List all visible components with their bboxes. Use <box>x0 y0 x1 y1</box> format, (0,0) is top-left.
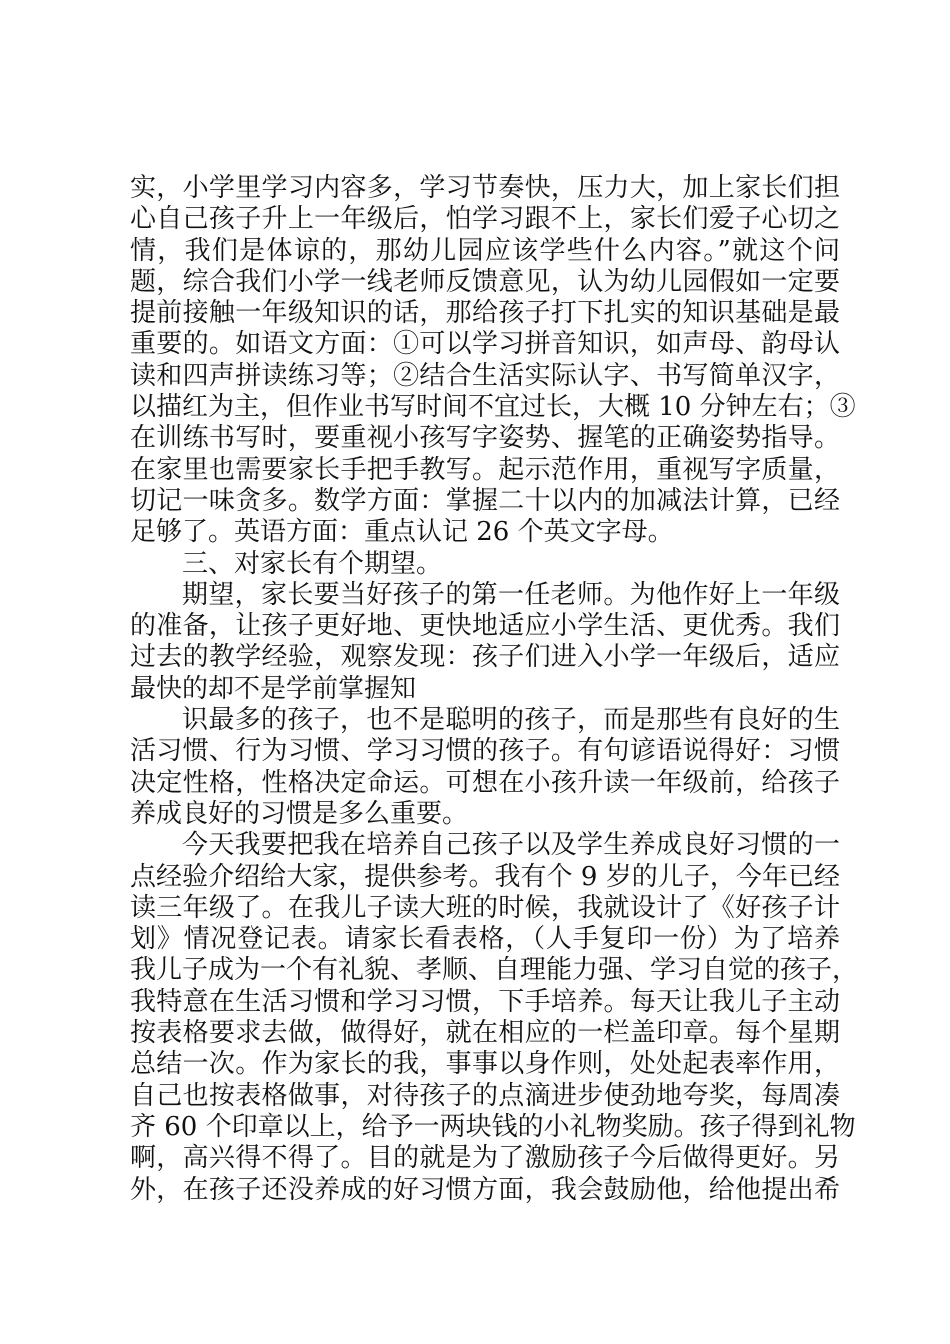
text-line: 的准备，让孩子更好地、更快地适应小学生活、更优秀。我们 <box>130 611 840 642</box>
text-line: 最快的却不是学前掌握知 <box>130 673 417 704</box>
text-line: 外，在孩子还没养成的好习惯方面，我会鼓励他，给他提出希 <box>130 1174 840 1205</box>
text-line: 足够了。英语方面：重点认记 26 个英文字母。 <box>130 517 674 548</box>
text-line: 三、对家长有个期望。 <box>182 548 443 579</box>
text-line: 读和四声拼读练习等；②结合生活实际认字、书写简单汉字， <box>130 360 840 391</box>
text-line: 切记一味贪多。数学方面：掌握二十以内的加减法计算，已经 <box>130 485 840 516</box>
text-line: 期望，家长要当好孩子的第一任老师。为他作好上一年级 <box>182 579 840 610</box>
text-line: 自己也按表格做事，对待孩子的点滴进步使劲地夸奖，每周凑 <box>130 1080 840 1111</box>
text-line: 我儿子成为一个有礼貌、孝顺、自理能力强、学习自觉的孩子， <box>130 955 859 986</box>
text-line: 今天我要把我在培养自己孩子以及学生养成良好习惯的一 <box>182 830 840 861</box>
text-line: 划》情况登记表。请家长看表格，（人手复印一份）为了培养 <box>130 924 840 955</box>
text-line: 以描红为主，但作业书写时间不宜过长，大概 10 分钟左右；③ <box>130 392 856 423</box>
document-body <box>130 173 859 1206</box>
text-line: 齐 60 个印章以上，给予一两块钱的小礼物奖励。孩子得到礼物 <box>130 1111 856 1142</box>
text-line: 心自己孩子升上一年级后，怕学习跟不上，家长们爱子心切之 <box>130 204 840 235</box>
text-line: 啊，高兴得不得了。目的就是为了激励孩子今后做得更好。另 <box>130 1143 840 1174</box>
text-line: 我特意在生活习惯和学习习惯，下手培养。每天让我儿子主动 <box>130 986 840 1017</box>
text-line: 在家里也需要家长手把手教写。起示范作用，重视写字质量， <box>130 454 840 485</box>
text-line: 实，小学里学习内容多，学习节奏快，压力大，加上家长们担 <box>130 173 840 203</box>
text-line: 情，我们是体谅的，那幼儿园应该学些什么内容。”就这个问 <box>130 235 840 266</box>
text-line: 养成良好的习惯是多么重要。 <box>130 798 469 829</box>
text-line: 在训练书写时，要重视小孩写字姿势、握笔的正确姿势指导。 <box>130 423 840 454</box>
text-line: 提前接触一年级知识的话，那给孩子打下扎实的知识基础是最 <box>130 298 840 329</box>
text-line: 读三年级了。在我儿子读大班的时候，我就设计了《好孩子计 <box>130 892 840 923</box>
text-line: 按表格要求去做，做得好，就在相应的一栏盖印章。每个星期 <box>130 1018 840 1049</box>
text-line: 总结一次。作为家长的我，事事以身作则，处处起表率作用， <box>130 1049 840 1080</box>
text-line: 点经验介绍给大家，提供参考。我有个 9 岁的儿子，今年已经 <box>130 861 840 892</box>
text-line: 重要的。如语文方面：①可以学习拼音知识，如声母、韵母认 <box>130 329 840 360</box>
text-line: 决定性格，性格决定命运。可想在小孩升读一年级前，给孩子 <box>130 767 840 798</box>
text-line: 题，综合我们小学一线老师反馈意见，认为幼儿园假如一定要 <box>130 266 840 297</box>
text-line: 活习惯、行为习惯、学习习惯的孩子。有句谚语说得好：习惯 <box>130 736 840 767</box>
text-line: 识最多的孩子，也不是聪明的孩子，而是那些有良好的生 <box>182 705 840 736</box>
text-line: 过去的教学经验，观察发现：孩子们进入小学一年级后，适应 <box>130 642 840 673</box>
